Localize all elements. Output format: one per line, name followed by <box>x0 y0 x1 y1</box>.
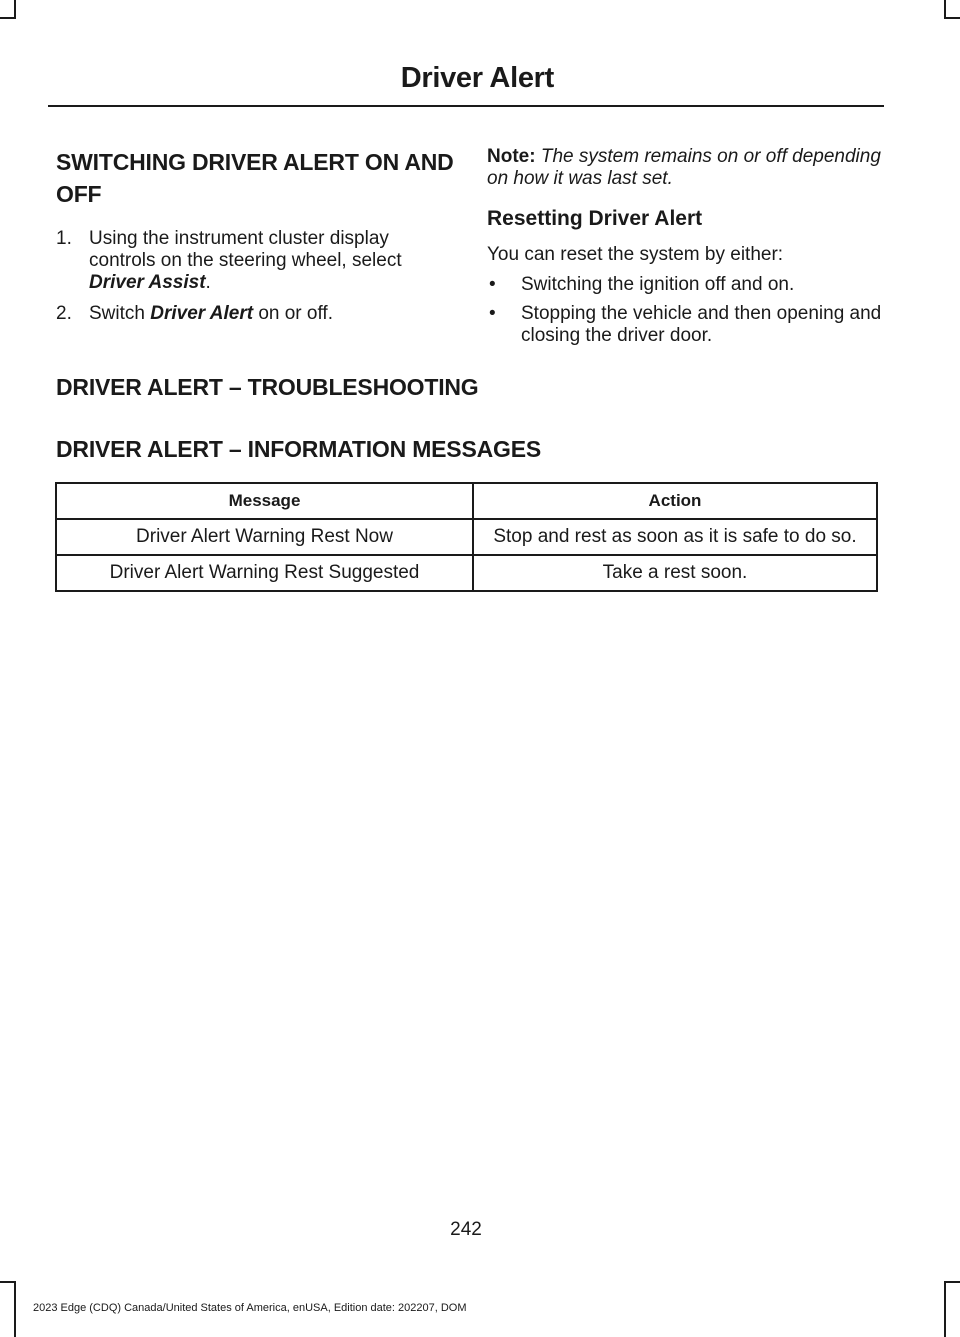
steps-list <box>56 228 456 325</box>
column-header-action: Action <box>473 483 877 519</box>
crop-mark-bottom-right <box>944 1281 960 1283</box>
table-row <box>56 519 877 555</box>
reset-intro: You can reset the system by either: <box>487 244 784 265</box>
reset-options-list <box>487 274 887 347</box>
step-item <box>56 303 456 325</box>
bullet-icon: • <box>489 274 496 295</box>
page-number: 242 <box>450 1219 482 1240</box>
section-heading-troubleshooting: DRIVER ALERT – TROUBLESHOOTING <box>56 374 479 400</box>
list-item <box>487 303 887 347</box>
step-number: 2. <box>56 303 72 324</box>
crop-mark-bottom-right <box>944 1281 946 1337</box>
table-row <box>56 555 877 591</box>
information-messages-table <box>55 482 878 592</box>
action-cell: Take a rest soon. <box>473 555 877 591</box>
message-cell: Driver Alert Warning Rest Now <box>56 519 473 555</box>
page-title: Driver Alert <box>400 62 554 94</box>
crop-mark-bottom-left <box>14 1281 16 1337</box>
step-text-after: . <box>205 272 211 293</box>
list-item-text: Switching the ignition off and on. <box>521 274 795 295</box>
header-divider <box>48 105 884 107</box>
note-text: The system remains on or off depending on how it was last set. <box>487 146 881 189</box>
crop-mark-top-left <box>0 17 16 19</box>
step-emphasis: Driver Alert <box>150 303 254 324</box>
bullet-icon: • <box>489 303 496 324</box>
step-item <box>56 228 456 294</box>
list-item-text: Stopping the vehicle and then opening and closing the driver door. <box>521 303 882 346</box>
step-text: Switch <box>89 303 151 324</box>
action-cell: Stop and rest as soon as it is safe to do so. <box>473 519 877 555</box>
left-column <box>56 146 456 334</box>
section-heading-switching: SWITCHING DRIVER ALERT ON AND OFF <box>56 149 454 207</box>
section-heading-information-messages: DRIVER ALERT – INFORMATION MESSAGES <box>56 436 541 462</box>
column-header-message: Message <box>56 483 473 519</box>
crop-mark-top-right <box>944 17 960 19</box>
table-header-row <box>56 483 877 519</box>
footer-edition-info: 2023 Edge (CDQ) Canada/United States of America, enUSA, Edition date: 202207, DOM <box>33 1302 467 1314</box>
note-label: Note: <box>487 146 536 167</box>
list-item <box>487 274 887 296</box>
right-column <box>487 146 887 354</box>
step-text-after: on or off. <box>253 303 333 324</box>
step-emphasis: Driver Assist <box>89 272 206 293</box>
subheading-resetting: Resetting Driver Alert <box>487 207 703 230</box>
step-number: 1. <box>56 228 72 249</box>
crop-mark-bottom-left <box>0 1281 16 1283</box>
message-cell: Driver Alert Warning Rest Suggested <box>56 555 473 591</box>
step-text: Using the instrument cluster display controls on the steering wheel, select <box>89 228 402 271</box>
note <box>487 146 887 190</box>
